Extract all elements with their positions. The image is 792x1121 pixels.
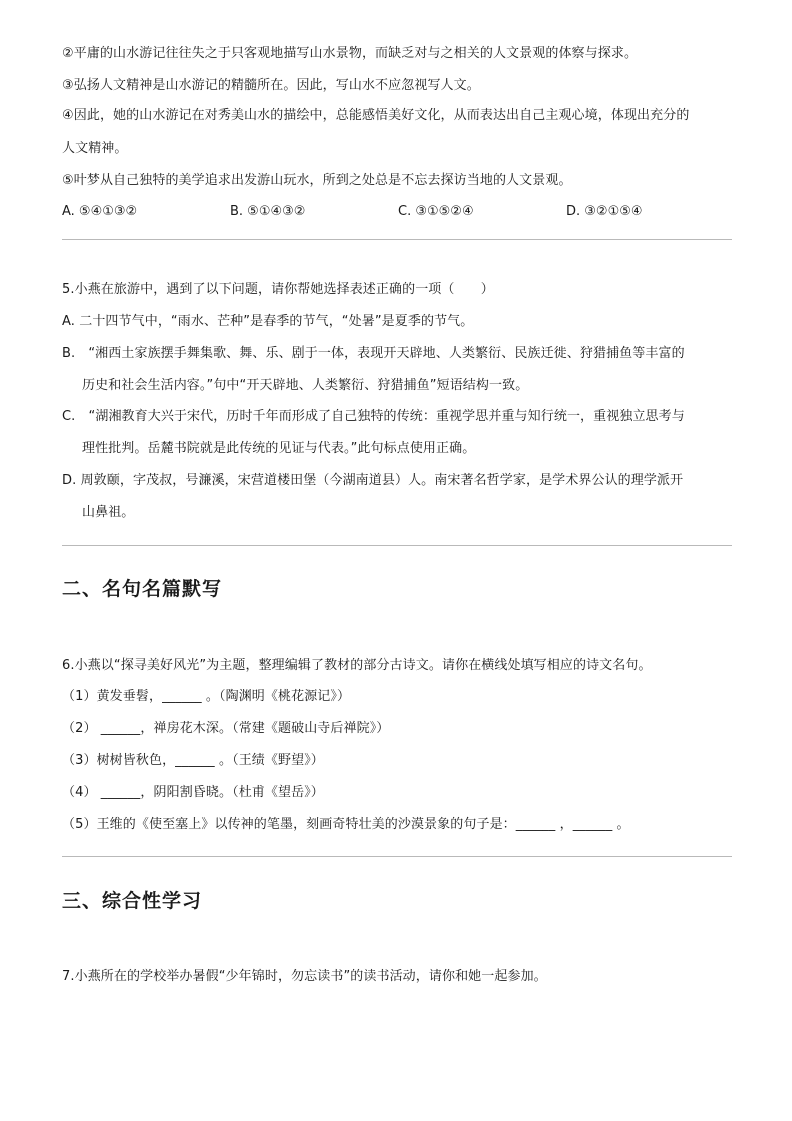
q4-sentence-3: ③弘扬人文精神是山水游记的精髓所在。因此，写山水不应忽视写人文。 xyxy=(62,78,480,93)
q5-option-c-line-1: C. “湖湘教育大兴于宋代，历时千年而形成了自己独特的传统：重视学思并重与知行统一，重视独立思考与 xyxy=(62,409,685,424)
q4-option-d: D. ③②①⑤④ xyxy=(566,204,643,219)
q6-item-5: （5）王维的《使至塞上》以传神的笔墨，刻画奇特壮美的沙漠景象的句子是：______ ，______ 。 xyxy=(62,817,630,832)
q5-option-b-line-2: 历史和社会生活内容。”句中“开天辟地、人类繁衍、狩猎捕鱼”短语结构一致。 xyxy=(82,378,529,393)
divider xyxy=(62,545,732,546)
q5-option-a: A. 二十四节气中，“雨水、芒种”是春季的节气，“处暑”是夏季的节气。 xyxy=(62,314,474,329)
q6-item-4: （4） ______，阴阳割昏晓。（杜甫《望岳》） xyxy=(62,785,324,800)
q7-stem: 7.小燕所在的学校举办暑假“少年锦时，勿忘读书”的读书活动，请你和她一起参加。 xyxy=(62,969,547,984)
q6-stem: 6.小燕以“探寻美好风光”为主题，整理编辑了教材的部分古诗文。请你在横线处填写相应的诗文名句。 xyxy=(62,658,652,673)
section-heading: 二、名句名篇默写 xyxy=(62,578,223,600)
q4-sentence-5: ⑤叶梦从自己独特的美学追求出发游山玩水，所到之处总是不忘去探访当地的人文景观。 xyxy=(62,173,572,188)
q5-option-d-line-1: D. 周敦颐，字茂叔，号濂溪，宋营道楼田堡（今湖南道县）人。南宋著名哲学家，是学术界公认的理学派开 xyxy=(62,473,684,488)
q6-item-3: （3）树树皆秋色，______ 。（王绩《野望》） xyxy=(62,753,324,768)
q4-option-c: C. ③①⑤②④ xyxy=(398,204,474,219)
q4-sentence-4-line-2: 人文精神。 xyxy=(62,141,128,156)
q5-stem: 5.小燕在旅游中，遇到了以下问题，请你帮她选择表述正确的一项（ ） xyxy=(62,282,494,297)
q5-option-b-line-1: B. “湘西土家族摆手舞集歌、舞、乐、剧于一体，表现开天辟地、人类繁衍、民族迁徙、狩猎捕鱼等丰富的 xyxy=(62,346,685,361)
q5-option-c-line-2: 理性批判。岳麓书院就是此传统的见证与代表。”此句标点使用正确。 xyxy=(82,441,476,456)
section-heading: 三、综合性学习 xyxy=(62,890,203,912)
q6-item-2: （2） ______，禅房花木深。（常建《题破山寺后禅院》） xyxy=(62,721,390,736)
q4-sentence-4-line-1: ④因此，她的山水游记在对秀美山水的描绘中，总能感悟美好文化，从而表达出自己主观心境，体现出充分的 xyxy=(62,108,690,123)
q4-option-b: B. ⑤①④③② xyxy=(230,204,306,219)
q4-sentence-2: ②平庸的山水游记往往失之于只客观地描写山水景物，而缺乏对与之相关的人文景观的体察与探求。 xyxy=(62,46,638,61)
q6-item-1: （1）黄发垂髫，______ 。（陶渊明《桃花源记》） xyxy=(62,689,351,704)
divider xyxy=(62,856,732,857)
divider xyxy=(62,239,732,240)
q5-option-d-line-2: 山鼻祖。 xyxy=(82,505,135,520)
q4-option-a: A. ⑤④①③② xyxy=(62,204,138,219)
